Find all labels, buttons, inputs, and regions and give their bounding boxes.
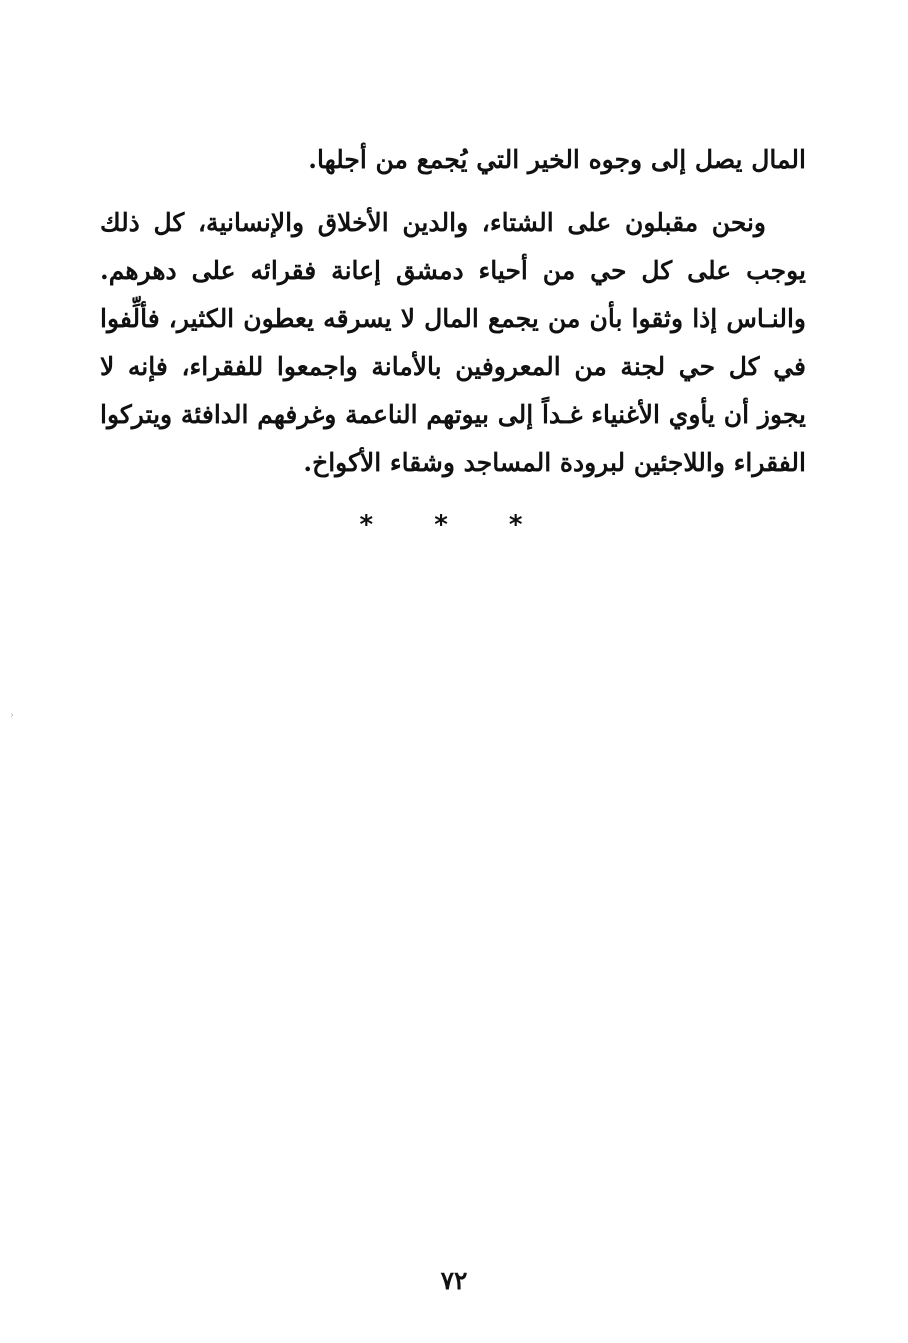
paragraph-continuation <box>100 136 806 184</box>
paragraph-winter-charity-text: ونحن مقبلون على الشتاء، والدين الأخلاق والإنسانية، كل ذلك يوجب على كل حي من أحياء دمشق إعانة فقرائه على دهرهم. والنـاس إذا وثقوا بأن من يجمع المال لا يسرقه يعطون الكثير، فألِّفوا في كل حي لجنة من المعروفين بالأمانة واجمعوا للفقراء، فإنه لا يجوز أن يأوي الأغنياء غـداً إلى بيوتهم الناعمة وغرفهم الدافئة ويتركوا الفقراء واللاجئين لبرودة المساجد وشقاء الأكواخ. <box>100 208 806 477</box>
margin-mark: › <box>10 710 14 721</box>
paragraph-winter-charity <box>100 199 806 487</box>
page-number: ٧٢ <box>440 1266 468 1295</box>
section-separator: * * * <box>359 510 549 540</box>
paragraph-continuation-text: المال يصل إلى وجوه الخير التي يُجمع من أجلها. <box>308 145 806 174</box>
